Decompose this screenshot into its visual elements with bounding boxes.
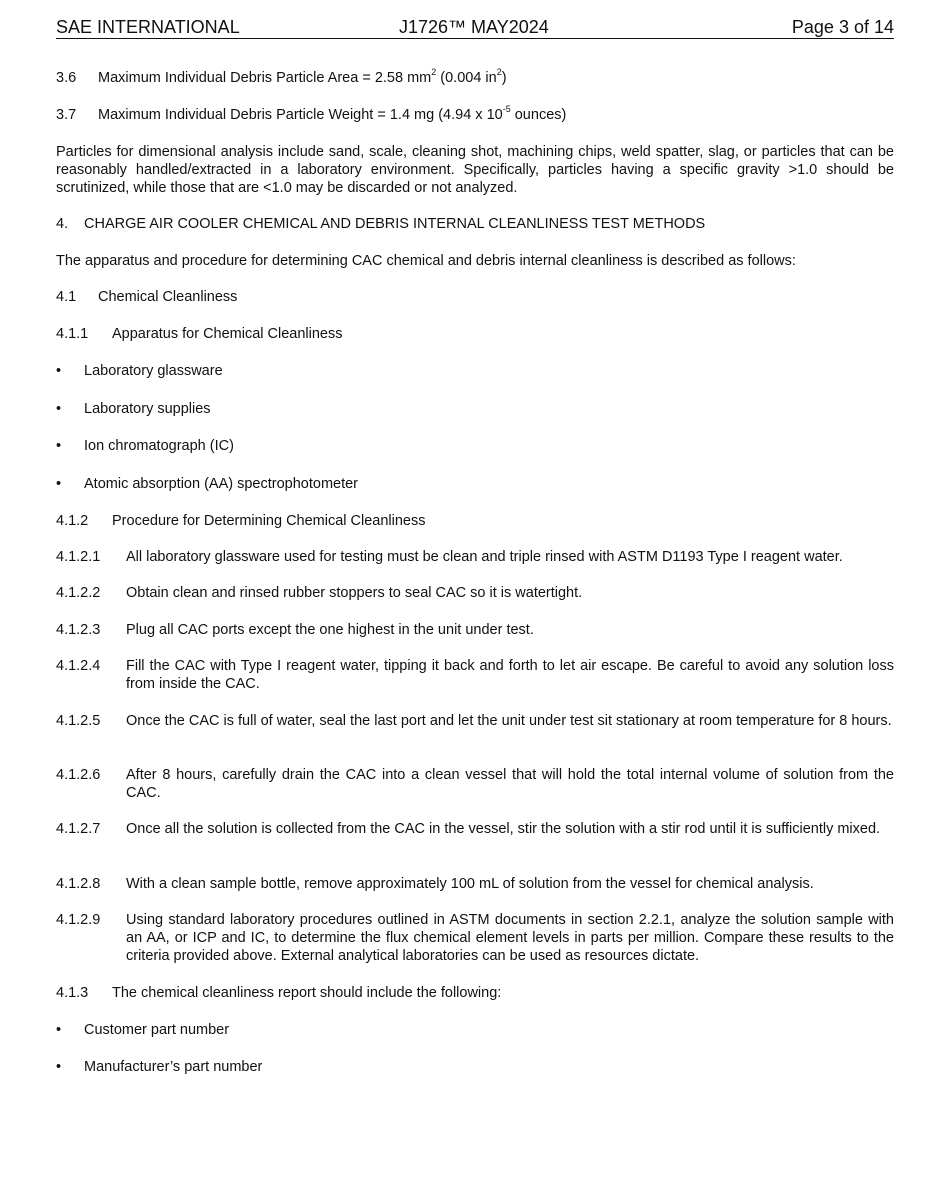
- procedure-step: [56, 712, 894, 730]
- list-item: [56, 1021, 894, 1039]
- step-text: Plug all CAC ports except the one highest in the unit under test.: [126, 622, 534, 638]
- section-3-7: [56, 106, 894, 124]
- step-number: 4.1.2.9: [56, 912, 101, 928]
- step-text: Fill the CAC with Type I reagent water, tipping it back and forth to let air escape. Be careful to avoid any solution loss from inside the CAC.: [126, 658, 894, 692]
- step-number: 4.1.2.7: [56, 821, 101, 837]
- bullet-glyph: •: [56, 401, 62, 417]
- section-number: 3.6: [56, 70, 77, 86]
- section-title: The chemical cleanliness report should include the following:: [112, 985, 502, 1001]
- section-text: Maximum Individual Debris Particle Weight = 1.4 mg (4.94 x 10: [98, 107, 503, 123]
- list-item: [56, 362, 894, 380]
- procedure-step: [56, 766, 894, 802]
- procedure-step: [56, 875, 894, 893]
- page-header: [56, 14, 894, 39]
- list-item: [56, 400, 894, 418]
- section-number: 3.7: [56, 107, 77, 123]
- header-document-id: J1726™ MAY2024: [399, 17, 549, 37]
- step-number: 4.1.2.6: [56, 767, 101, 783]
- particles-paragraph: Particles for dimensional analysis include sand, scale, cleaning shot, machining chips, weld spatter, slag, or particles that can be reasonably handled/extracted in a laboratory environment. Specifically, particles having a specific gravity >1.0 should be scrutinized, while those that are <1.0 may be discarded or not analyzed.: [56, 144, 894, 196]
- step-text: Once all the solution is collected from the CAC in the vessel, stir the solution with a stir rod until it is sufficiently mixed.: [126, 821, 881, 837]
- procedure-step: [56, 657, 894, 693]
- procedure-step: [56, 584, 894, 602]
- step-text: All laboratory glassware used for testing must be clean and triple rinsed with ASTM D1193 Type I reagent water.: [126, 549, 843, 565]
- list-item: [56, 475, 894, 493]
- list-item-text: Ion chromatograph (IC): [84, 438, 234, 454]
- step-number: 4.1.2.3: [56, 622, 101, 638]
- procedure-step: [56, 911, 894, 965]
- step-number: 4.1.2.1: [56, 549, 101, 565]
- bullet-glyph: •: [56, 363, 62, 379]
- list-item-text: Laboratory supplies: [84, 401, 211, 417]
- step-number: 4.1.2.4: [56, 658, 101, 674]
- section-4-1-1-heading: [56, 325, 894, 343]
- section-number: 4.: [56, 216, 69, 232]
- bullet-glyph: •: [56, 438, 62, 454]
- section-4-1-3-heading: [56, 984, 894, 1002]
- section-3-6: [56, 69, 894, 87]
- procedure-step: [56, 548, 894, 566]
- bullet-glyph: •: [56, 1059, 62, 1075]
- list-item-text: Atomic absorption (AA) spectrophotometer: [84, 476, 359, 492]
- document-page: [56, 14, 894, 1075]
- list-item-text: Customer part number: [84, 1022, 230, 1038]
- bullet-glyph: •: [56, 1022, 62, 1038]
- section-text: ounces): [510, 107, 567, 123]
- section-title: Procedure for Determining Chemical Cleanliness: [112, 513, 426, 529]
- procedure-step: [56, 820, 894, 838]
- header-page-number: Page 3 of 14: [791, 17, 894, 37]
- section-4-1-heading: [56, 288, 894, 306]
- section-title: Apparatus for Chemical Cleanliness: [112, 326, 343, 342]
- list-item-text: Laboratory glassware: [84, 363, 223, 379]
- bullet-glyph: •: [56, 476, 62, 492]
- step-number: 4.1.2.5: [56, 713, 101, 729]
- step-text: With a clean sample bottle, remove approximately 100 mL of solution from the vessel for chemical analysis.: [126, 876, 814, 892]
- superscript: -5: [502, 104, 511, 115]
- list-item-text: Manufacturer’s part number: [84, 1059, 263, 1075]
- section-number: 4.1: [56, 289, 77, 305]
- section-number: 4.1.3: [56, 985, 89, 1001]
- step-text: After 8 hours, carefully drain the CAC into a clean vessel that will hold the total internal volume of solution from the CAC.: [126, 767, 894, 801]
- step-number: 4.1.2.2: [56, 585, 101, 601]
- procedure-step: [56, 621, 894, 639]
- step-text: Once the CAC is full of water, seal the last port and let the unit under test sit stationary at room temperature for 8 hours.: [126, 713, 892, 729]
- superscript: 2: [496, 67, 502, 78]
- section-text: (0.004 in: [436, 70, 497, 86]
- section-4-heading: [56, 215, 894, 233]
- list-item: [56, 1058, 894, 1076]
- step-text: Using standard laboratory procedures outlined in ASTM documents in section 2.2.1, analyze the solution sample with an AA, or ICP and IC, to determine the flux chemical element levels in parts per million. Compare these results to the criteria provided above. External analytical laboratories can be used as resources dictate.: [126, 912, 894, 964]
- section-text: ): [501, 70, 507, 86]
- superscript: 2: [431, 67, 437, 78]
- section-text: Maximum Individual Debris Particle Area = 2.58 mm: [98, 70, 432, 86]
- section-number: 4.1.2: [56, 513, 89, 529]
- list-item: [56, 437, 894, 455]
- step-text: Obtain clean and rinsed rubber stoppers to seal CAC so it is watertight.: [126, 585, 583, 601]
- step-number: 4.1.2.8: [56, 876, 101, 892]
- header-organization: SAE INTERNATIONAL: [56, 17, 240, 37]
- section-4-intro: The apparatus and procedure for determining CAC chemical and debris internal cleanliness is described as follows:: [56, 253, 796, 269]
- section-4-1-2-heading: [56, 512, 894, 530]
- section-number: 4.1.1: [56, 326, 89, 342]
- section-title: CHARGE AIR COOLER CHEMICAL AND DEBRIS INTERNAL CLEANLINESS TEST METHODS: [84, 216, 706, 232]
- section-title: Chemical Cleanliness: [98, 289, 238, 305]
